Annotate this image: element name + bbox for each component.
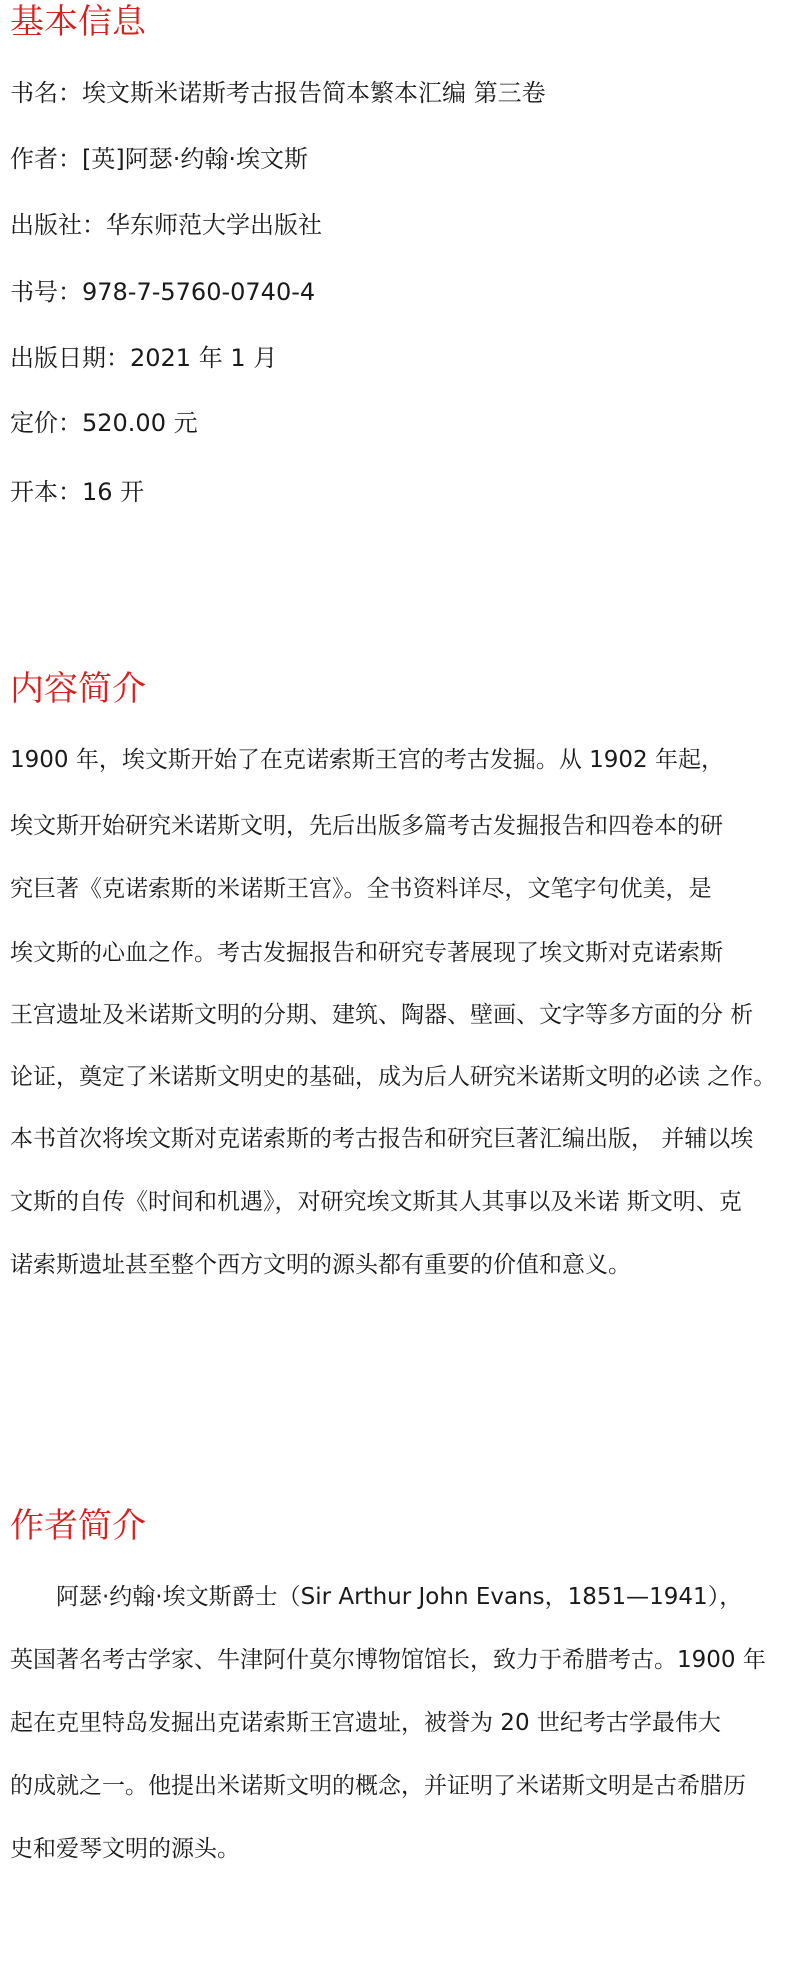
content-line: 论证，奠定了米诺斯文明史的基础，成为后人研究米诺斯文明的必读 之作。: [10, 1064, 777, 1090]
info-publisher: 出版社：华东师范大学出版社: [10, 211, 322, 239]
info-price: 定价：520.00 元: [10, 409, 198, 437]
content-line: 王宫遗址及米诺斯文明的分期、建筑、陶器、壁画、文字等多方面的分 析: [10, 1002, 754, 1028]
info-format: 开本：16 开: [10, 478, 145, 506]
info-isbn: 书号：978-7-5760-0740-4: [10, 278, 316, 306]
content-intro-heading: 内容简介: [10, 669, 146, 709]
content-line: 文斯的自传《时间和机遇》，对研究埃文斯其人其事以及米诺 斯文明、克: [10, 1189, 742, 1215]
content-line: 究巨著《克诺索斯的米诺斯王宫》。全书资料详尽，文笔字句优美，是: [10, 876, 712, 902]
author-intro-heading: 作者简介: [10, 1506, 146, 1546]
author-line: 阿瑟·约翰·埃文斯爵士（Sir Arthur John Evans，1851—1941），: [56, 1584, 743, 1610]
author-line: 起在克里特岛发掘出克诺索斯王宫遗址，被誉为 20 世纪考古学最伟大: [10, 1710, 721, 1736]
author-line: 史和爱琴文明的源头。: [10, 1836, 240, 1862]
content-line: 诺索斯遗址甚至整个西方文明的源头都有重要的价值和意义。: [10, 1252, 631, 1278]
basic-info-heading: 基本信息: [10, 2, 146, 42]
content-line: 本书首次将埃文斯对克诺索斯的考古报告和研究巨著汇编出版， 并辅以埃: [10, 1126, 754, 1152]
content-line: 埃文斯开始研究米诺斯文明，先后出版多篇考古发掘报告和四卷本的研: [10, 813, 723, 839]
content-line: 1900 年，埃文斯开始了在克诺索斯王宫的考古发掘。从 1902 年起，: [10, 747, 724, 773]
info-author: 作者：[英]阿瑟·约翰·埃文斯: [10, 145, 308, 173]
author-line: 英国著名考古学家、牛津阿什莫尔博物馆馆长，致力于希腊考古。1900 年: [10, 1647, 766, 1673]
info-publish-date: 出版日期：2021 年 1 月: [10, 344, 278, 372]
info-title: 书名：埃文斯米诺斯考古报告简本繁本汇编 第三卷: [10, 79, 546, 107]
author-line: 的成就之一。他提出米诺斯文明的概念，并证明了米诺斯文明是古希腊历: [10, 1773, 746, 1799]
content-line: 埃文斯的心血之作。考古发掘报告和研究专著展现了埃文斯对克诺索斯: [10, 940, 723, 966]
